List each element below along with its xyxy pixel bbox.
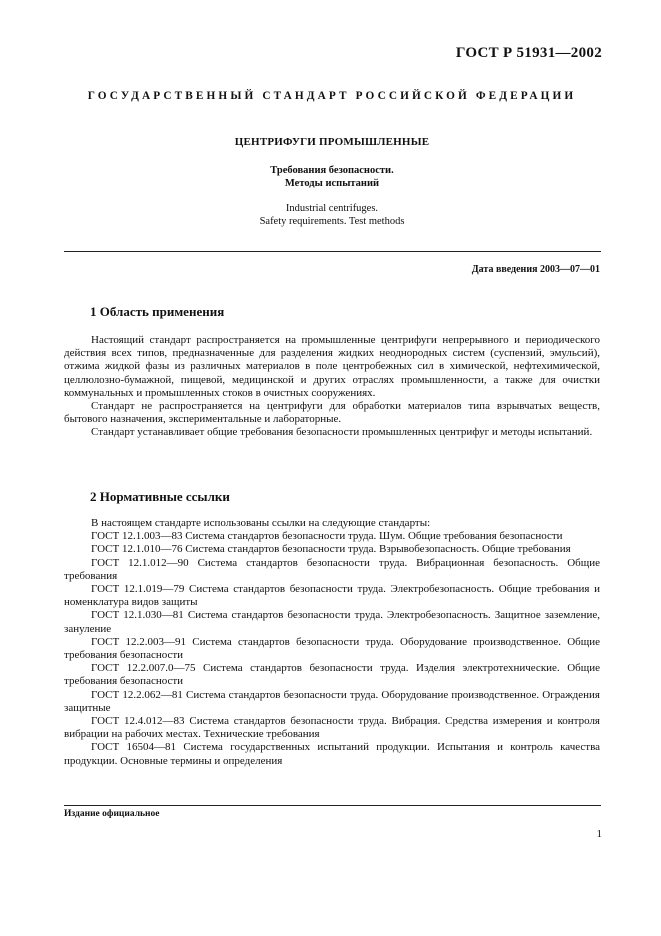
- english-title-line-2: Safety requirements. Test methods: [259, 216, 405, 227]
- reference-item: ГОСТ 16504—81 Система государственных испытаний продукции. Испытания и контроль качества продукции. Основные термины и определения: [64, 741, 600, 767]
- top-divider: [64, 251, 601, 252]
- edition-label: Издание официальное: [64, 809, 160, 819]
- reference-item: ГОСТ 12.1.010—76 Система стандартов безопасности труда. Взрывобезопасность. Общие требования: [91, 543, 571, 556]
- subtitle-line-2: Методы испытаний: [284, 178, 380, 189]
- section-2-body: [64, 517, 600, 768]
- footer-divider: [64, 805, 601, 806]
- paragraph: Настоящий стандарт распространяется на промышленные центрифуги непрерывного и периодического действия всех типов, предназначенные для разделения жидких неоднородных систем (суспензий, эмульсий), отжима жидкой фазы из различных материалов в поле центробежных сил в химической, нефтехимической, целлюлозно-бумажной, пищевой, медицинской и других отраслях промышленности, а также для очистки коммунальных и промышленных стоков в очистных сооружениях.: [64, 334, 600, 399]
- subtitle-line-1: Требования безопасности.: [270, 165, 394, 176]
- document-title: ЦЕНТРИФУГИ ПРОМЫШЛЕННЫЕ: [234, 136, 430, 148]
- reference-item: ГОСТ 12.1.030—81 Система стандартов безопасности труда. Электробезопасность. Защитное заземление, зануление: [64, 609, 600, 635]
- paragraph: Стандарт не распространяется на центрифуги для обработки материалов типа взрывчатых веществ, бытового назначения, экспериментальные и лабораторные.: [64, 400, 600, 426]
- section-2-heading: 2 Нормативные ссылки: [90, 489, 230, 504]
- english-title: [64, 202, 600, 228]
- document-number: ГОСТ Р 51931—2002: [455, 45, 602, 61]
- introduction-date: Дата введения 2003—07—01: [471, 264, 600, 275]
- paragraph: В настоящем стандарте использованы ссылки на следующие стандарты:: [91, 517, 431, 529]
- reference-item: ГОСТ 12.2.062—81 Система стандартов безопасности труда. Оборудование производственное. Ограждения защитные: [64, 688, 600, 714]
- reference-item: ГОСТ 12.1.003—83 Система стандартов безопасности труда. Шум. Общие требования безопасности: [91, 530, 563, 543]
- state-standard-title: ГОСУДАРСТВЕННЫЙ СТАНДАРТ РОССИЙСКОЙ ФЕДЕРАЦИИ: [87, 90, 577, 102]
- reference-item: ГОСТ 12.4.012—83 Система стандартов безопасности труда. Вибрация. Средства измерения и контроля вибрации на рабочих местах. Технические требования: [64, 715, 600, 741]
- document-subtitle: [64, 164, 600, 190]
- section-1-heading: 1 Область применения: [90, 304, 225, 319]
- reference-item: ГОСТ 12.1.019—79 Система стандартов безопасности труда. Электробезопасность. Общие требования и номенклатура видов защиты: [64, 583, 600, 609]
- section-1-body: [64, 334, 600, 440]
- reference-item: ГОСТ 12.2.007.0—75 Система стандартов безопасности труда. Изделия электротехнические. Общие требования безопасности: [64, 662, 600, 688]
- english-title-line-1: Industrial centrifuges.: [285, 203, 379, 214]
- reference-item: ГОСТ 12.1.012—90 Система стандартов безопасности труда. Вибрационная безопасность. Общие требования: [64, 556, 600, 582]
- page-number: 1: [596, 828, 602, 840]
- reference-item: ГОСТ 12.2.003—91 Система стандартов безопасности труда. Оборудование производственное. Общие требования безопасности: [64, 635, 600, 662]
- paragraph: Стандарт устанавливает общие требования безопасности промышленных центрифуг и методы испытаний.: [91, 426, 593, 439]
